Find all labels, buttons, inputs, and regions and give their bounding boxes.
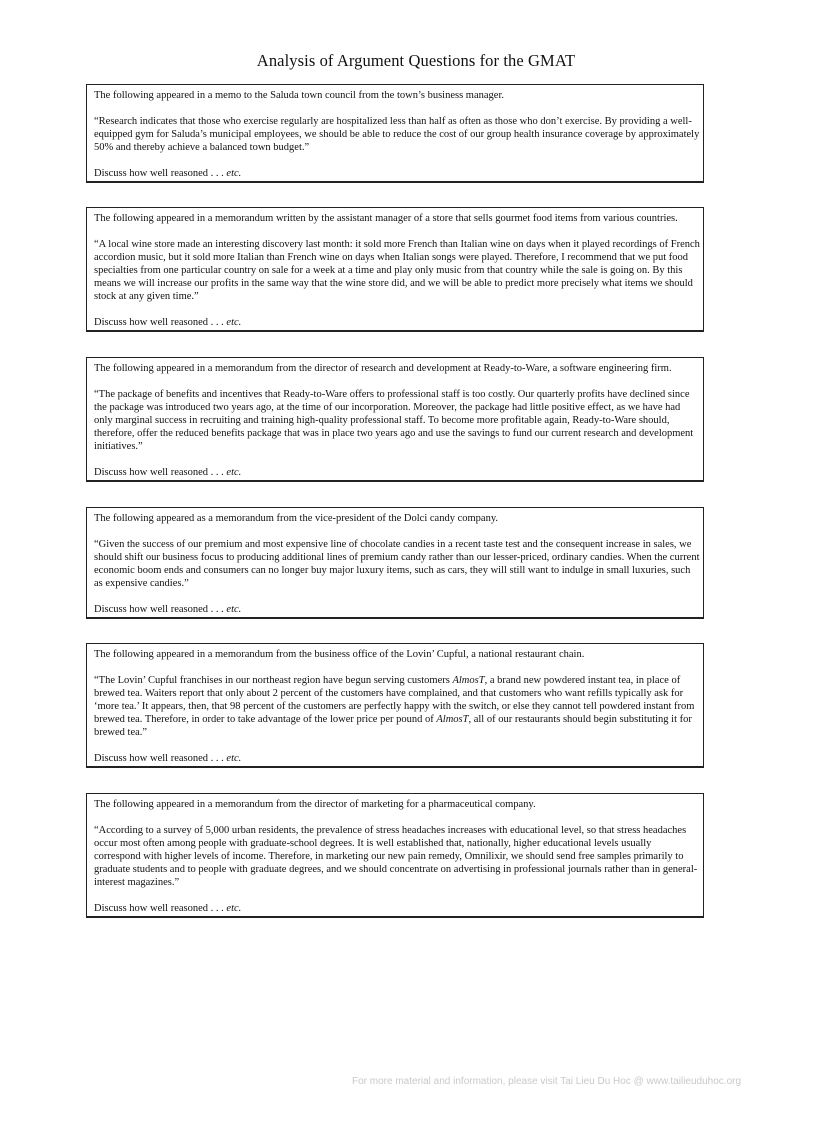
question-instruction [94,902,703,915]
question-instruction [94,167,703,180]
etc-text: etc. [226,903,242,914]
question-intro: The following appeared in a memorandum written by the assistant manager of a store that sells gourmet food items from various countries. [94,213,678,224]
question-box-3 [86,357,704,482]
discuss-text: Discuss how well reasoned . . . [94,317,224,328]
question-instruction [94,316,703,329]
etc-text: etc. [226,604,242,615]
etc-text: etc. [226,168,242,179]
question-quote [94,674,703,739]
question-intro: The following appeared in a memorandum from the director of research and development at Ready-to-Ware, a software engineering firm. [94,363,672,374]
question-intro: The following appeared as a memorandum from the vice-president of the Dolci candy company. [94,513,499,524]
quote-part: “The Lovin’ Cupful franchises in our northeast region have begun serving customers [94,675,453,686]
footer-watermark: For more material and information, please visit Tai Lieu Du Hoc @ www.tailieuduhoc.org [352,1076,742,1087]
question-instruction [94,603,703,616]
discuss-text: Discuss how well reasoned . . . [94,604,224,615]
etc-text: etc. [226,467,242,478]
question-box-2 [86,207,704,332]
question-quote: “The package of benefits and incentives that Ready-to-Ware offers to professional staff is too costly. Our quarterly profits have declined since the package was introduced two years ago, at the time of our incorporation. Moreover, the package had little positive effect, as we have had only marginal success in recruiting and training high-quality professional staff. To become more profitable again, Ready-to-Ware should, therefore, offer the reduced benefits package that was in place two years ago and use the savings to fund our current research and development initiatives.” [94,389,694,452]
quote-part: , a brand new powdered instant tea, in place of brewed tea. Waiters report that only about 2 percent of the customers have complained, and that customers who want refills typically ask for ‘more tea.’ It appears, then, that 98 percent of the customers are perfectly happy with the switch, or else they cannot tell powdered instant from brewed tea. Therefore, in order to take advantage of the lower price per pound of [94,675,695,725]
quote-part: , all of our restaurants should begin substituting it for brewed tea.” [94,714,692,738]
discuss-text: Discuss how well reasoned . . . [94,467,224,478]
question-intro: The following appeared in a memorandum from the business office of the Lovin’ Cupful, a national restaurant chain. [94,649,585,660]
discuss-text: Discuss how well reasoned . . . [94,903,224,914]
question-intro: The following appeared in a memorandum from the director of marketing for a pharmaceutical company. [94,799,536,810]
question-quote: “According to a survey of 5,000 urban residents, the prevalence of stress headaches increases with educational level, so that stress headaches occur most often among people with graduate-school degrees. It is well established that, nationally, higher educational levels usually correspond with higher levels of income. Therefore, in marketing our new pain remedy, Omnilixir, we should send free samples primarily to graduate students and to people with graduate degrees, and we should concentrate on advertising in professional journals rather than in general-interest magazines.” [94,825,698,888]
product-name: AlmosT [452,675,485,686]
question-box-6 [86,793,704,918]
question-quote: “Research indicates that those who exercise regularly are hospitalized less than half as often as those who don’t exercise. By providing a well-equipped gym for Saluda’s municipal employees, we should be able to reduce the cost of our group health insurance coverage by approximately 50% and thereby achieve a balanced town budget.” [94,116,700,153]
page-title: Analysis of Argument Questions for the GMAT [256,51,576,70]
discuss-text: Discuss how well reasoned . . . [94,753,224,764]
question-box-5 [86,643,704,768]
question-intro: The following appeared in a memo to the Saluda town council from the town’s business manager. [94,90,504,101]
question-instruction [94,466,703,479]
question-box-4 [86,507,704,619]
etc-text: etc. [226,753,242,764]
question-instruction [94,752,703,765]
product-name: AlmosT [436,714,469,725]
question-box-1 [86,84,704,183]
discuss-text: Discuss how well reasoned . . . [94,168,224,179]
question-quote: “A local wine store made an interesting discovery last month: it sold more French than Italian wine on days when it played recordings of French accordion music, but it sold more Italian than French wine on days when Italian songs were played. Therefore, I recommend that we put food specialties from one particular country on sale for a week at a time and play only music from that country while the sale is going on. By this means we will increase our profits in the same way that the wine store did, and we will be able to predict more precisely what items we should stock at any given time.” [94,239,700,302]
etc-text: etc. [226,317,242,328]
question-quote: “Given the success of our premium and most expensive line of chocolate candies in a recent taste test and the consequent increase in sales, we should shift our business focus to producing additional lines of premium candy rather than our lesser-priced, ordinary candies. When the current economic boom ends and consumers can no longer buy major luxury items, such as cars, they will still want to indulge in small luxuries, such as expensive candies.” [94,539,700,589]
